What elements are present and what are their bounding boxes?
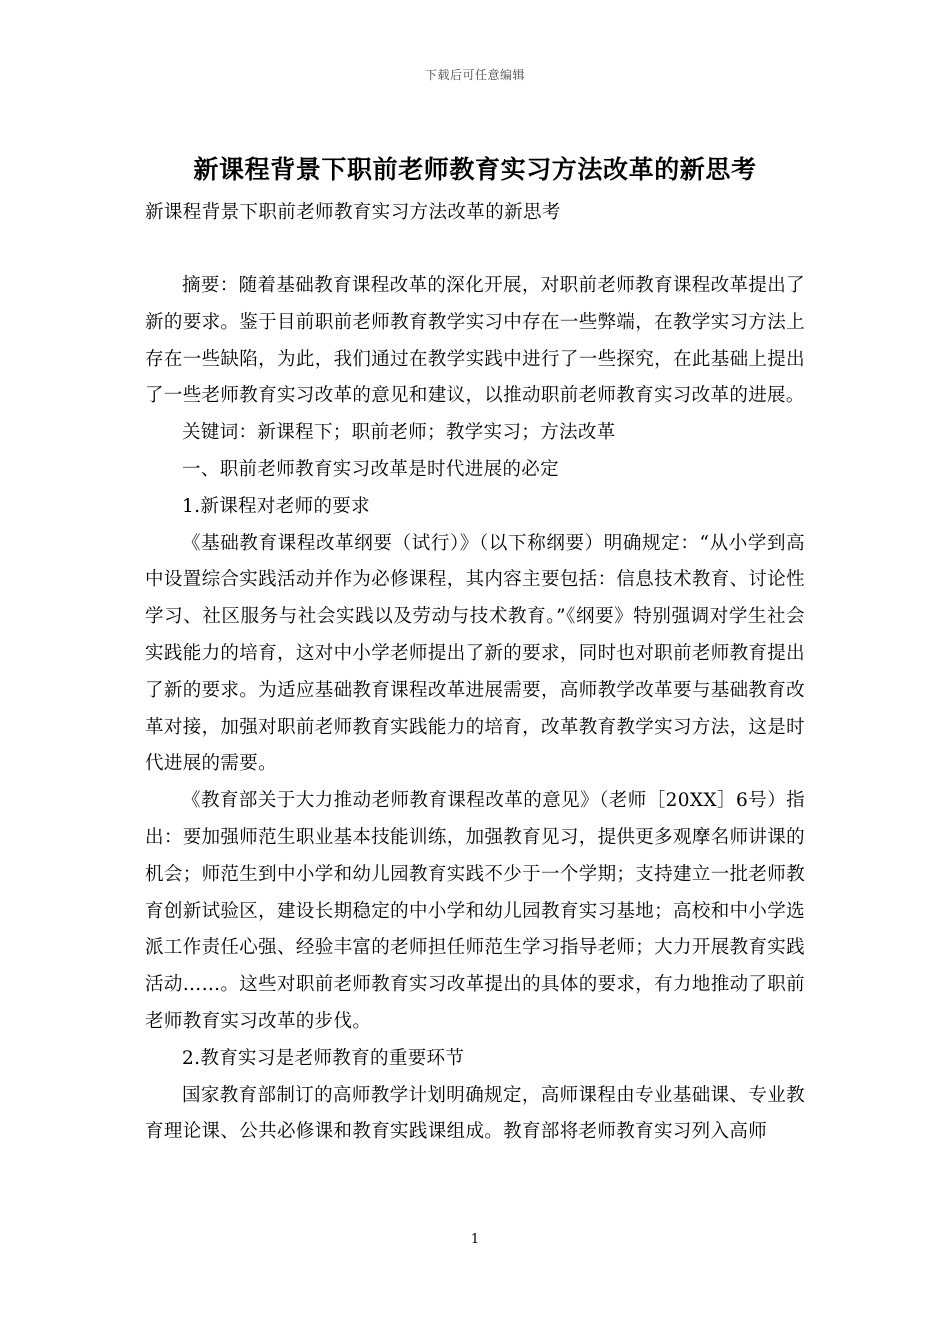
subsection-heading-1: 1.新课程对老师的要求 [182, 495, 371, 517]
paragraph: 《基础教育课程改革纲要（试行）》（以下称纲要）明确规定：“从小学到高中设置综合实践活动并作为必修课程，其内容主要包括：信息技术教育、讨论性学习、社区服务与社会实践以及劳动与技术教育。”《纲要》特别强调对学生社会实践能力的培育，这对中小学老师提出了新的要求，同时也对职前老师教育提出了新的要求。为适应基础教育课程改革进展需要，高师教学改革要与基础教育改革对接，加强对职前老师教育实践能力的培育，改革教育教学实习方法，这是时代进展的需要。 [145, 532, 805, 775]
paragraph-abstract: 摘要：随着基础教育课程改革的深化开展，对职前老师教育课程改革提出了新的要求。鉴于目前职前老师教育教学实习中存在一些弊端，在教学实习方法上存在一些缺陷，为此，我们通过在教学实践中进行了一些探究，在此基础上提出了一些老师教育实习改革的意见和建议，以推动职前老师教育实习改革的进展。 [145, 275, 805, 407]
paragraph-keywords: 关键词：新课程下；职前老师；教学实习；方法改革 [182, 422, 616, 444]
section-heading-1: 一、职前老师教育实习改革是时代进展的必定 [182, 458, 560, 480]
page-number: 1 [470, 1232, 480, 1247]
document-title: 新课程背景下职前老师教育实习方法改革的新思考 [193, 155, 757, 184]
document-body [145, 268, 805, 1151]
paragraph: 《教育部关于大力推动老师教育课程改革的意见》（老师［20XX］6号）指出：要加强师范生职业基本技能训练，加强教育见习，提供更多观摩名师讲课的机会；师范生到中小学和幼儿园教育实践不少于一个学期；支持建立一批老师教育创新试验区，建设长期稳定的中小学和幼儿园教育实习基地；高校和中小学选派工作责任心强、经验丰富的老师担任师范生学习指导老师；大力开展教育实践活动……。这些对职前老师教育实习改革提出的具体的要求，有力地推动了职前老师教育实习改革的步伐。 [145, 790, 805, 1032]
header-note: 下载后可任意编辑 [424, 68, 525, 82]
document-subtitle: 新课程背景下职前老师教育实习方法改革的新思考 [145, 202, 561, 223]
subsection-heading-2: 2.教育实习是老师教育的重要环节 [182, 1047, 465, 1069]
paragraph: 国家教育部制订的高师教学计划明确规定，高师课程由专业基础课、专业教育理论课、公共必修课和教育实践课组成。教育部将老师教育实习列入高师 [145, 1084, 805, 1143]
